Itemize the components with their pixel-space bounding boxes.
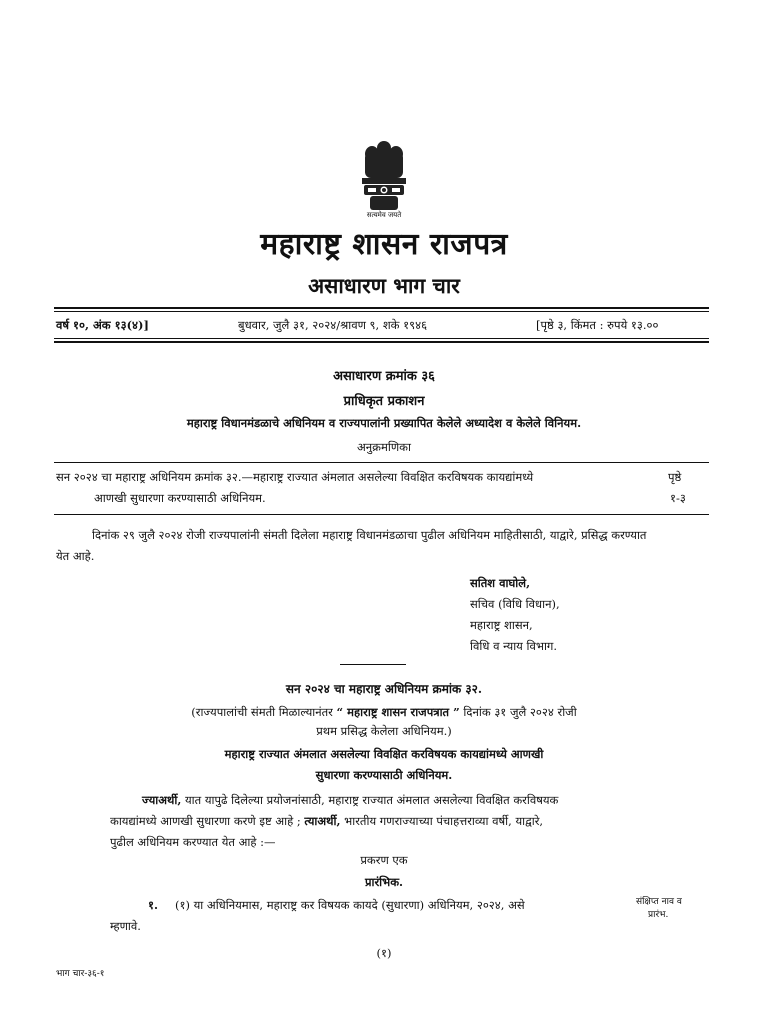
index-pages-range: १-३ xyxy=(670,491,686,505)
section-divider xyxy=(340,664,406,665)
act-long-title-line2: सुधारणा करण्यासाठी अधिनियम. xyxy=(315,768,453,782)
section-number: १. xyxy=(148,898,158,912)
extraordinary-number: असाधारण क्रमांक ३६ xyxy=(333,369,435,384)
preamble-line2 xyxy=(110,812,650,831)
assent-post: दिनांक ३१ जुलै २०२४ रोजी xyxy=(463,705,577,719)
chapter-title: प्रारंभिक. xyxy=(364,875,404,889)
assent-pre: (राज्यपालांची संमती मिळाल्यानंतर xyxy=(191,705,333,719)
index-pages-label: पृष्ठे xyxy=(668,470,682,484)
emblem-motto: सत्यमेव जयते xyxy=(366,211,402,219)
signatory-department: विधि व न्याय विभाग. xyxy=(470,639,558,653)
index-entry-line1: सन २०२४ चा महाराष्ट्र अधिनियम क्रमांक ३२.—महाराष्ट्र राज्यात अंमलात असलेल्या विवक्षित करविषयक कायद्यांमध्ये xyxy=(56,470,534,484)
notice-line2: येत आहे. xyxy=(56,549,95,563)
preamble-line3: पुढील अधिनियम करण्यात येत आहे :— xyxy=(110,835,276,849)
marginal-note-line2: प्रारंभ. xyxy=(648,910,669,920)
act-long-title-line1: महाराष्ट्र राज्यात अंमलात असलेल्या विवक्षित करविषयक कायद्यांमध्ये आणखी xyxy=(224,747,544,761)
preamble-whereas: ज्याअर्थी, xyxy=(142,793,182,807)
publication-description: महाराष्ट्र विधानमंडळाचे अधिनियम व राज्यपालांनी प्रख्यापित केलेले अध्यादेश व केलेले विनियम. xyxy=(186,416,582,430)
header-rule-bottom xyxy=(54,341,709,343)
header-rule-bottom-thin xyxy=(54,338,709,339)
issue-date: बुधवार, जुलै ३१, २०२४/श्रावण ९, शके १९४६ xyxy=(238,318,428,332)
act-assent-line1 xyxy=(0,703,768,722)
index-heading: अनुक्रमणिका xyxy=(357,440,411,454)
assent-gazette: “ महाराष्ट्र शासन राजपत्रात ” xyxy=(336,705,460,719)
print-code: भाग चार-३६-१ xyxy=(56,969,105,979)
preamble-line1 xyxy=(142,791,642,810)
section-text-line2: म्हणावे. xyxy=(110,919,141,933)
gazette-subtitle: असाधारण भाग चार xyxy=(308,273,460,298)
gazette-title: महाराष्ट्र शासन राजपत्र xyxy=(260,227,508,262)
chapter-heading: प्रकरण एक xyxy=(360,853,408,867)
marginal-note-line1: संक्षिप्त नाव व xyxy=(636,897,682,907)
preamble-line2-b: भारतीय गणराज्याच्या पंचाहत्तराव्या वर्षी, याद्वारे, xyxy=(344,814,544,828)
signatory-name: सतिश वाघोले, xyxy=(470,576,531,590)
volume-number: वर्ष १०, अंक १३(४)] xyxy=(56,318,149,332)
preamble-line1-text: यात यापुढे दिलेल्या प्रयोजनांसाठी, महाराष्ट्र राज्यात अंमलात असलेल्या विवक्षित करविषयक xyxy=(185,793,559,807)
header-rule-top xyxy=(54,307,709,309)
act-assent-line2: प्रथम प्रसिद्ध केलेला अधिनियम.) xyxy=(316,724,452,738)
section-text-line1: (१) या अधिनियमास, महाराष्ट्र कर विषयक कायदे (सुधारणा) अधिनियम, २०२४, असे xyxy=(175,898,525,912)
index-rule-bottom xyxy=(54,514,709,515)
pages-price: [पृष्ठे ३, किंमत : रुपये १३.०० xyxy=(536,318,659,332)
preamble-therefore: त्याअर्थी, xyxy=(304,814,341,828)
authorised-publication: प्राधिकृत प्रकाशन xyxy=(343,394,425,409)
state-emblem xyxy=(352,138,416,220)
page-number: (१) xyxy=(376,946,392,960)
index-entry-line2: आणखी सुधारणा करण्यासाठी अधिनियम. xyxy=(94,491,266,505)
marginal-note xyxy=(636,896,682,922)
notice-line1: दिनांक २९ जुलै २०२४ रोजी राज्यपालांनी संमती दिलेला महाराष्ट्र विधानमंडळाचा पुढील अधिनियम माहितीसाठी, याद्वारे, प्रसिद्ध करण्यात xyxy=(92,528,647,542)
preamble-line2-a: कायद्यांमध्ये आणखी सुधारणा करणे इष्ट आहे ; xyxy=(110,814,301,828)
act-title: सन २०२४ चा महाराष्ट्र अधिनियम क्रमांक ३२. xyxy=(285,682,483,696)
signatory-government: महाराष्ट्र शासन, xyxy=(470,618,533,632)
index-rule-top xyxy=(54,462,709,463)
header-rule-top-thin xyxy=(54,311,709,312)
ashoka-emblem-icon xyxy=(352,138,416,212)
signatory-designation: सचिव (विधि विधान), xyxy=(470,597,560,611)
